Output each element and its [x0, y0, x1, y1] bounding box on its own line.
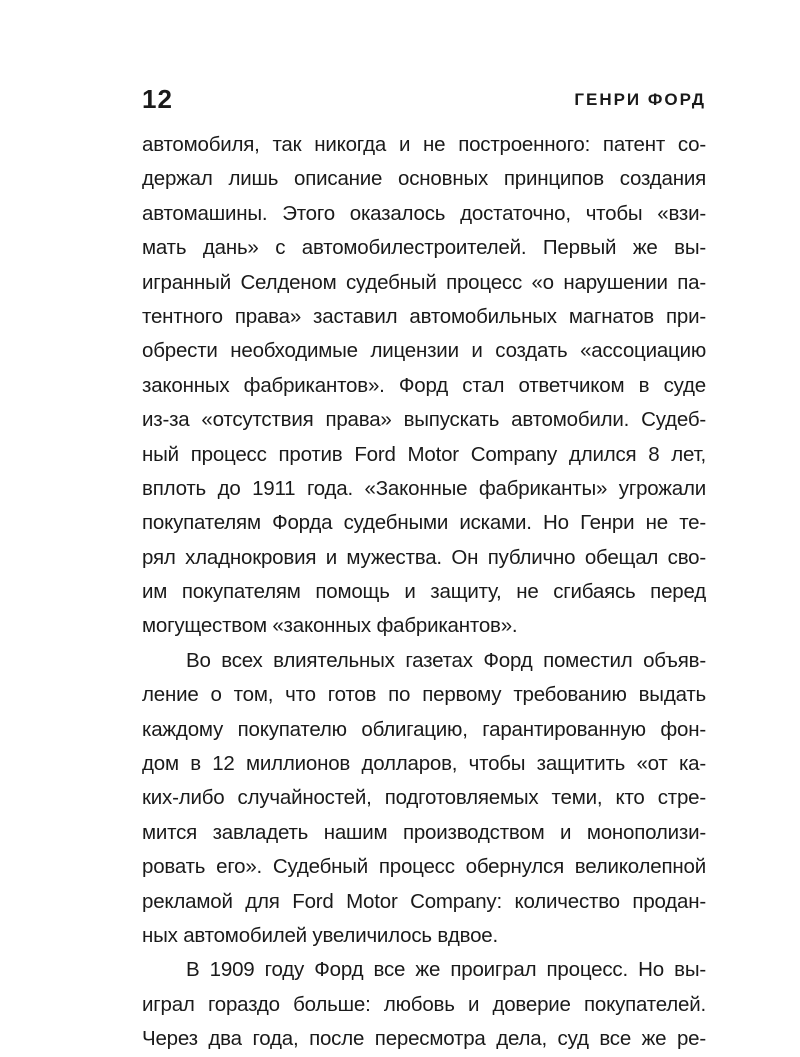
text-line: играл гораздо больше: любовь и доверие покупателей.	[142, 992, 706, 1016]
text-line: рекламой для Ford Motor Company: количество продан-	[142, 889, 706, 913]
text-line: каждому покупателю облигацию, гарантированную фон-	[142, 717, 706, 741]
text-line: покупателям Форда судебными исками. Но Генри не те-	[142, 511, 706, 535]
text-line: им покупателям помощь и защиту, не сгибаясь перед	[142, 580, 706, 604]
text-line: дом в 12 миллионов долларов, чтобы защитить «от ка-	[142, 752, 706, 776]
text-line: тентного права» заставил автомобильных магнатов при-	[142, 304, 706, 328]
text-line: В 1909 году Форд все же проиграл процесс. Но вы-	[186, 958, 706, 982]
text-line: Через два года, после пересмотра дела, суд все же ре-	[142, 1027, 706, 1051]
text-line: вплоть до 1911 года. «Законные фабриканты» угрожали	[142, 476, 706, 500]
text-line: мать дань» с автомобилестроителей. Первый же вы-	[142, 236, 706, 260]
text-line: ление о том, что готов по первому требованию выдать	[142, 683, 706, 707]
text-line: из-за «отсутствия права» выпускать автомобили. Судеб-	[142, 408, 706, 432]
text-line: мится завладеть нашим производством и монополизи-	[142, 820, 706, 844]
text-line: ных автомобилей увеличилось вдвое.	[142, 923, 498, 947]
text-line: обрести необходимые лицензии и создать «ассоциацию	[142, 339, 706, 363]
text-line: ких-либо случайностей, подготовляемых теми, кто стре-	[142, 786, 706, 810]
text-line: законных фабрикантов». Форд стал ответчиком в суде	[142, 373, 706, 397]
running-head: ГЕНРИ ФОРД	[574, 90, 706, 109]
text-line: могуществом «законных фабрикантов».	[142, 614, 518, 638]
text-line: ровать его». Судебный процесс обернулся великолепной	[142, 855, 706, 879]
text-line: автомашины. Этого оказалось достаточно, чтобы «взи-	[142, 201, 706, 225]
text-line: ный процесс против Ford Motor Company длился 8 лет,	[142, 442, 706, 466]
page-number: 12	[142, 84, 173, 114]
text-line: держал лишь описание основных принципов создания	[142, 167, 706, 191]
text-line: автомобиля, так никогда и не построенного: патент со-	[142, 133, 706, 156]
text-line: рял хладнокровия и мужества. Он публично обещал сво-	[142, 545, 706, 569]
page-header	[142, 84, 706, 114]
text-line: Во всех влиятельных газетах Форд поместил объяв-	[186, 648, 706, 672]
text-line: игранный Селденом судебный процесс «о нарушении па-	[142, 270, 706, 294]
body-text	[142, 128, 706, 1057]
